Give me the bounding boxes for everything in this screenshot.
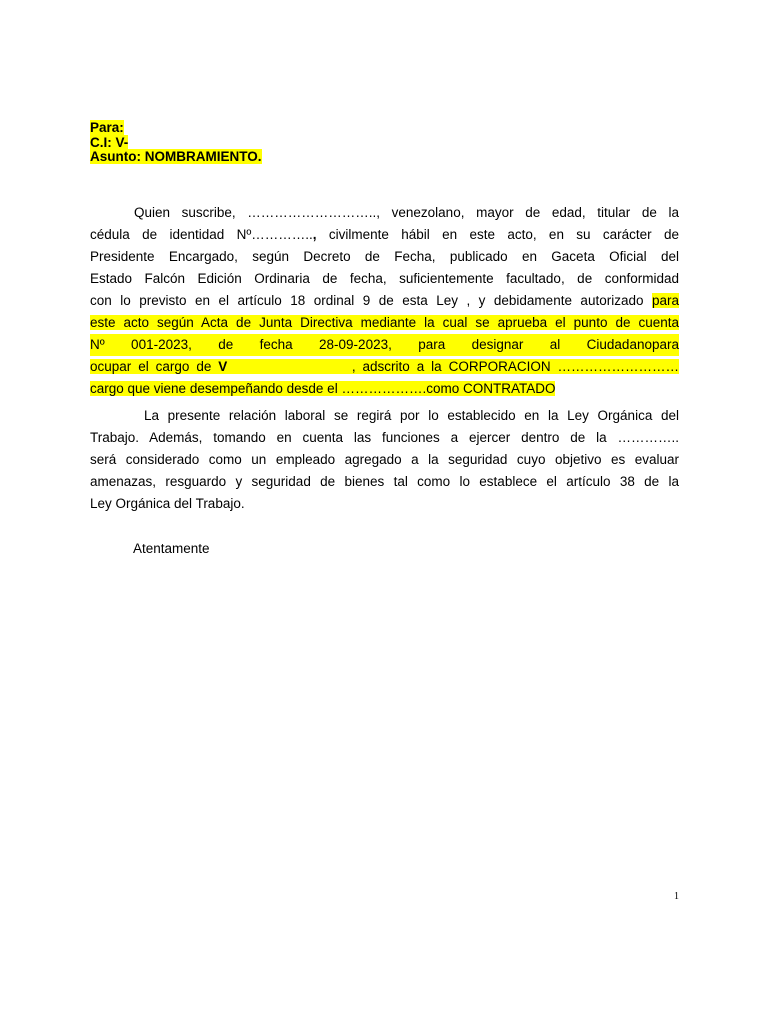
p1-line-3: Presidente Encargado, según Decreto de Fecha, publicado en Gaceta Oficial del [90,249,679,264]
p1-line-8c: , adscrito a la CORPORACION ……………………… [227,359,680,374]
closing-salutation: Atentamente [133,541,210,556]
p1-line-5b: para [651,293,679,308]
p1-line-7b: para [651,337,679,352]
letter-header [90,121,262,165]
p1-line-8b: V [218,359,228,374]
recipient-label: Para: [90,120,124,135]
p1-line-9: cargo que viene desempeñando desde el ……………….como CONTRATADO [90,381,556,396]
p1-line-7a: Nº 001-2023, de fecha 28-09-2023, para designar al Ciudadano [90,337,652,352]
p2-line-1: La presente relación laboral se regirá por lo establecido en la Ley Orgánica del [144,408,679,423]
p2-line-2: Trabajo. Además, tomando en cuenta las funciones a ejercer dentro de la ………….. [90,430,679,445]
page-number: 1 [674,891,679,902]
p2-line-4: amenazas, resguardo y seguridad de bienes tal como lo establece el artículo 38 de la [90,474,679,489]
p1-line-5a: con lo previsto en el artículo 18 ordinal 9 de esta Ley , y debidamente autorizado [90,293,652,308]
p2-line-5: Ley Orgánica del Trabajo. [90,496,245,511]
id-label: C.I: V- [90,134,129,150]
labor-relation-paragraph [90,405,679,515]
p1-line-8a: ocupar el cargo de [90,359,219,374]
p1-line-1: Quien suscribe, ……………………….., venezolano, mayor de edad, titular de la [134,205,679,220]
p1-line-2a: cédula de identidad Nº………….. [90,227,313,242]
p1-line-4: Estado Falcón Edición Ordinaria de fecha, suficientemente facultado, de conformidad [90,271,679,286]
subject-label: Asunto: NOMBRAMIENTO. [90,149,262,164]
p1-line-2c: civilmente hábil en este acto, en su carácter de [316,227,680,242]
appointment-paragraph [90,202,679,400]
p1-line-6: este acto según Acta de Junta Directiva mediante la cual se aprueba el punto de cuenta [90,315,679,330]
p2-line-3: será considerado como un empleado agregado a la seguridad cuyo objetivo es evaluar [90,452,679,467]
p1-line-2b: , [312,227,317,242]
